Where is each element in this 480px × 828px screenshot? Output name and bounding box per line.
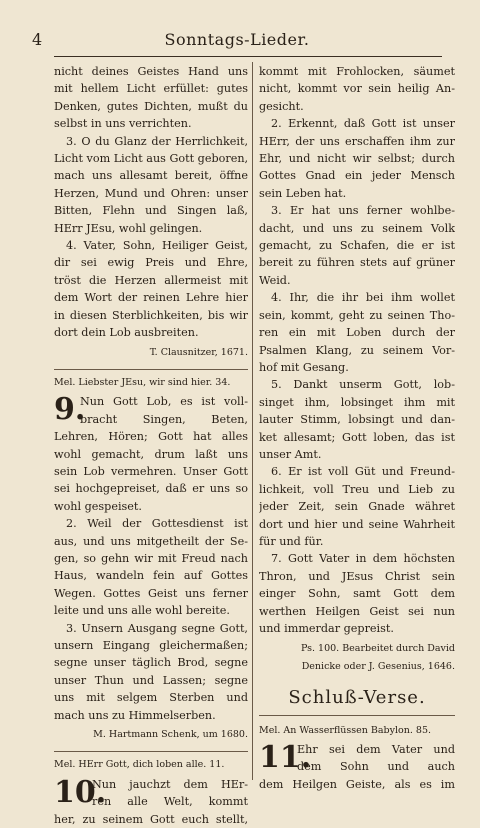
text-line: leite und uns alle wohl bereite. xyxy=(54,604,230,618)
verse-3 xyxy=(54,133,248,237)
text-line: gen, so gehn wir mit Freud nach xyxy=(54,551,248,565)
running-title: Sonntags-Lieder. xyxy=(164,30,310,49)
text-line: sein Leben hat. xyxy=(259,186,347,200)
text-line: 3. Er hat uns ferner wohlbe- xyxy=(271,204,455,218)
text-line: jeder Zeit, sein Gnade währet xyxy=(259,500,455,514)
text-line: hof mit Gesang. xyxy=(259,360,349,374)
author-signature: Denicke oder J. Gesenius, 1646. xyxy=(301,660,455,672)
hymn-number: 9. xyxy=(54,392,86,428)
text-line: her, zu seinem Gott euch stellt, xyxy=(54,812,248,826)
text-line: lauter Stimm, lobsingt und dan- xyxy=(259,413,455,427)
text-line: mach uns zu Himmelserben. xyxy=(54,708,216,722)
text-line: nicht, kommt vor sein heilig An- xyxy=(259,82,455,96)
text-line: ket allesamt; Gott loben, das ist xyxy=(259,430,455,444)
text-line: dort und hier und seine Wahrheit xyxy=(259,517,455,531)
text-line: 4. Vater, Sohn, Heiliger Geist, xyxy=(66,239,248,253)
text-line: Haus, wandeln fein auf Gottes xyxy=(54,569,248,583)
text-line: nicht deines Geistes Hand uns xyxy=(54,65,248,78)
text-line: dir sei ewig Preis und Ehre, xyxy=(54,256,248,270)
text-line: Ehr, und nicht wir selbst; durch xyxy=(259,152,455,166)
text-line: Thron, und JEsus Christ sein xyxy=(259,569,455,583)
text-line: 3. O du Glanz der Herrlichkeit, xyxy=(66,134,248,148)
hymn-9-verse-3 xyxy=(54,620,248,724)
hymn-10-verse-2 xyxy=(259,115,455,202)
hymn-10-verse-7 xyxy=(259,550,455,637)
section-title: Schluß-Verse. xyxy=(288,687,426,709)
hymn-number: 11. xyxy=(259,740,312,776)
left-column xyxy=(54,63,248,828)
hymn-10-verse-4 xyxy=(259,289,455,376)
text-line: unsern Eingang gleichermaßen; xyxy=(54,639,248,652)
header-rule xyxy=(54,56,442,57)
text-line: uns mit selgem Sterben und xyxy=(54,691,248,705)
text-line: ren alle Welt, kommt xyxy=(92,795,248,809)
text-line: sei hochgepreiset, daß er uns so xyxy=(54,482,248,496)
text-line: selbst in uns verrichten. xyxy=(54,117,192,131)
hymn-10-verse-6 xyxy=(259,463,455,550)
hymn-10-verse-5 xyxy=(259,376,455,463)
text-line: Psalmen Klang, zu seinem Vor- xyxy=(259,343,455,357)
text-line: Denken, gutes Dichten, mußt du xyxy=(54,99,248,113)
verse-continuation xyxy=(54,63,248,133)
text-line: gemacht, zu Schafen, die er ist xyxy=(259,239,455,253)
text-line: singet ihm, lobsinget ihm mit xyxy=(259,395,455,409)
text-line: 6. Er ist voll Güt und Freund- xyxy=(271,465,455,479)
text-line: tröst die Herzen allermeist mit xyxy=(54,273,248,287)
text-line: wohl gemacht, drum laßt uns xyxy=(54,447,248,461)
text-line: einger Sohn, samt Gott dem xyxy=(259,587,455,601)
text-line: Ehr sei dem Vater und xyxy=(297,743,455,757)
text-line: HErr, der uns erschaffen ihm zur xyxy=(259,134,455,148)
section-rule xyxy=(259,715,455,716)
text-line: Licht vom Licht aus Gott geboren, xyxy=(54,152,248,166)
column-divider xyxy=(252,62,253,780)
text-line: Gottes Gnad ein jeder Mensch xyxy=(259,169,455,183)
text-line: Herzen, Mund und Ohren: unser xyxy=(54,186,248,200)
text-line: 7. Gott Vater in dem höchsten xyxy=(271,552,455,566)
hymn-9-verse-2 xyxy=(54,515,248,619)
text-line: dem Sohn und auch xyxy=(297,760,455,774)
verse-4 xyxy=(54,237,248,341)
hymn-number: 10. xyxy=(54,774,107,810)
text-line: dem Heilgen Geiste, als es im xyxy=(259,777,455,791)
text-line: wohl gespeiset. xyxy=(54,499,142,513)
hymn-10 xyxy=(54,776,248,828)
text-line: dem Wort der reinen Lehre hier xyxy=(54,291,248,305)
text-line: lichkeit, voll Treu und Lieb zu xyxy=(259,482,455,496)
text-line: gesicht. xyxy=(259,99,304,113)
text-line: dacht, und uns zu seinem Volk xyxy=(259,221,455,235)
text-line: 2. Weil der Gottesdienst ist xyxy=(66,517,248,531)
page-number: 4 xyxy=(32,30,43,49)
text-line: mach uns allesamt bereit, öffne xyxy=(54,169,248,183)
author-signature: Ps. 100. Bearbeitet durch David xyxy=(300,643,455,655)
author-signature: T. Clausnitzer, 1671. xyxy=(149,346,248,358)
melody-reference: Mel. An Wasserflüssen Babylon. 85. xyxy=(259,724,432,736)
text-line: bracht Singen, Beten, xyxy=(80,412,248,426)
text-line: mit hellem Licht erfüllet: gutes xyxy=(54,82,248,96)
text-line: kommt mit Frohlocken, säumet xyxy=(259,65,455,78)
page-header xyxy=(32,30,442,50)
text-line: Lehren, Hören; Gott hat alles xyxy=(54,430,248,444)
text-line: für und für. xyxy=(259,534,324,548)
text-line: dort dein Lob ausbreiten. xyxy=(54,326,199,340)
hymn-10-continuation xyxy=(259,63,455,115)
text-line: segne unser täglich Brod, segne xyxy=(54,656,248,670)
hymn-11 xyxy=(259,741,455,793)
text-line: ren ein mit Loben durch der xyxy=(259,326,455,340)
author-signature: M. Hartmann Schenk, um 1680. xyxy=(93,729,248,741)
melody-reference: Mel. HErr Gott, dich loben alle. 11. xyxy=(54,751,248,773)
text-line: Weid. xyxy=(259,273,291,287)
text-line: unser Thun und Lassen; segne xyxy=(54,673,248,687)
text-line: 2. Erkennt, daß Gott ist unser xyxy=(271,117,455,131)
text-line: unser Amt. xyxy=(259,447,322,461)
text-line: sein, kommt, geht zu seinen Tho- xyxy=(259,308,455,322)
text-line: Bitten, Flehn und Singen laß, xyxy=(54,204,248,218)
text-line: sein Lob vermehren. Unser Gott xyxy=(54,464,248,478)
text-line: und immerdar gepreist. xyxy=(259,622,394,635)
text-line: in diesen Sterblichkeiten, bis wir xyxy=(54,308,248,322)
text-line: aus, und uns mitgetheilt der Se- xyxy=(54,534,248,548)
melody-reference: Mel. Liebster JEsu, wir sind hier. 34. xyxy=(54,369,248,391)
hymn-10-verse-3 xyxy=(259,202,455,289)
text-line: 5. Dankt unserm Gott, lob- xyxy=(271,378,455,392)
text-line: werthen Heilgen Geist sei nun xyxy=(259,604,455,618)
text-line: 4. Ihr, die ihr bei ihm wollet xyxy=(271,291,455,305)
text-line: bereit zu führen stets auf grüner xyxy=(259,256,455,270)
text-line: Nun Gott Lob, es ist voll- xyxy=(80,395,248,409)
right-column xyxy=(259,63,455,793)
text-line: 3. Unsern Ausgang segne Gott, xyxy=(66,621,248,635)
hymn-9 xyxy=(54,393,248,515)
text-line: HErr JEsu, wohl gelingen. xyxy=(54,221,203,235)
text-line: Wegen. Gottes Geist uns ferner xyxy=(54,586,248,600)
text-line: Nun jauchzt dem HEr- xyxy=(92,777,248,791)
